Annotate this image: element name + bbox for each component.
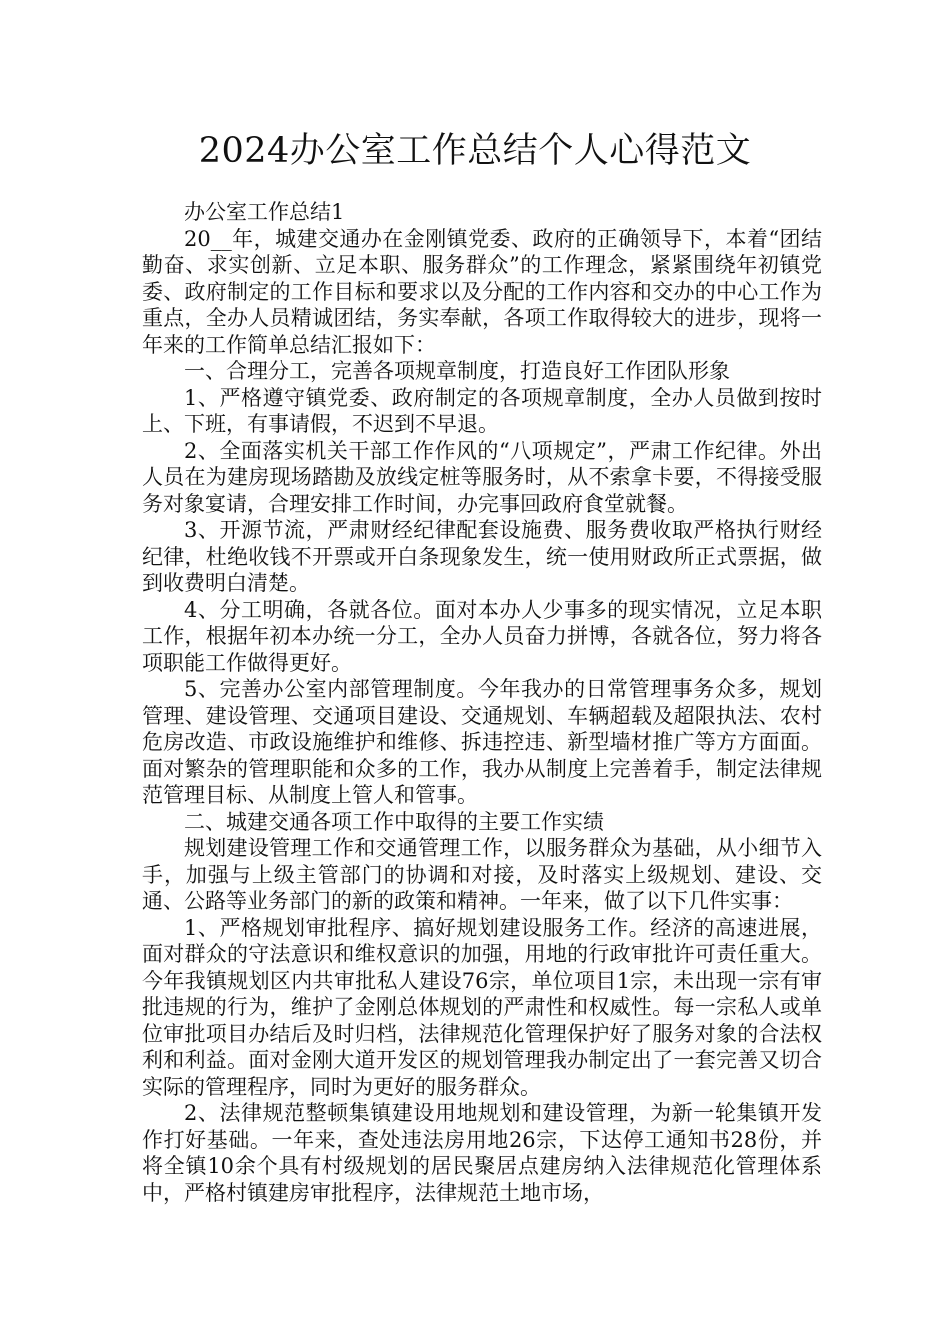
document-body (142, 199, 822, 1206)
paragraph-item-3: 3、开源节流，严肃财经纪律配套设施费、服务费收取严格执行财经纪律，杜绝收钱不开票或开白条现象发生，统一使用财政所正式票据，做到收费明白清楚。 (142, 518, 822, 595)
paragraph-part-two-item-1: 1、严格规划审批程序、搞好规划建设服务工作。经济的高速进展，面对群众的守法意识和维权意识的加强，用地的行政审批许可责任重大。今年我镇规划区内共审批私人建设76宗，单位项目1宗，未出现一宗有审批违规的行为，维护了金刚总体规划的严肃性和权威性。每一宗私人或单位审批项目办结后及时归档，法律规范化管理保护好了服务对象的合法权利和利益。面对金刚大道开发区的规划管理我办制定出了一套完善又切合实际的管理程序，同时为更好的服务群众。 (142, 915, 822, 1099)
paragraph-item-1: 1、严格遵守镇党委、政府制定的各项规章制度，全办人员做到按时上、下班，有事请假，不迟到不早退。 (142, 385, 822, 436)
heading-part-one: 一、合理分工，完善各项规章制度，打造良好工作团队形象 (184, 359, 730, 383)
paragraph-part-two-intro: 规划建设管理工作和交通管理工作，以服务群众为基础，从小细节入手，加强与上级主管部门的协调和对接，及时落实上级规划、建设、交通、公路等业务部门的新的政策和精神。一年来，做了以下几件实事： (142, 836, 822, 913)
paragraph-part-two-item-2: 2、法律规范整顿集镇建设用地规划和建设管理，为新一轮集镇开发作打好基础。一年来，查处违法房用地26宗，下达停工通知书28份，并将全镇10余个具有村级规划的居民聚居点建房纳入法律规范化管理体系中，严格村镇建房审批程序，法律规范土地市场， (142, 1101, 822, 1205)
paragraph-item-5: 5、完善办公室内部管理制度。今年我办的日常管理事务众多，规划管理、建设管理、交通项目建设、交通规划、车辆超载及超限执法、农村危房改造、市政设施维护和维修、拆违控违、新型墙材推广等方方面面。面对繁杂的管理职能和众多的工作，我办从制度上完善着手，制定法律规范管理目标、从制度上管人和管事。 (142, 677, 822, 807)
document-title: 2024办公室工作总结个人心得范文 (198, 131, 752, 171)
paragraph-item-4: 4、分工明确，各就各位。面对本办人少事多的现实情况，立足本职工作，根据年初本办统一分工，全办人员奋力拼博，各就各位，努力将各项职能工作做得更好。 (142, 597, 822, 675)
section-heading: 办公室工作总结1 (184, 200, 345, 224)
paragraph-item-2: 2、全面落实机关干部工作作风的“八项规定”，严肃工作纪律。外出人员在为建房现场踏勘及放线定桩等服务时，从不索拿卡要，不得接受服务对象宴请，合理安排工作时间，办完事回政府食堂就餐。 (142, 438, 822, 516)
paragraph-intro: 20__年，城建交通办在金刚镇党委、政府的正确领导下，本着“团结勤奋、求实创新、立足本职、服务群众”的工作理念，紧紧围绕年初镇党委、政府制定的工作目标和要求以及分配的工作内容和交办的中心工作为重点，全办人员精诚团结，务实奉献，各项工作取得较大的进步，现将一年来的工作简单总结汇报如下： (142, 226, 822, 357)
heading-part-two: 二、城建交通各项工作中取得的主要工作实绩 (184, 809, 604, 834)
